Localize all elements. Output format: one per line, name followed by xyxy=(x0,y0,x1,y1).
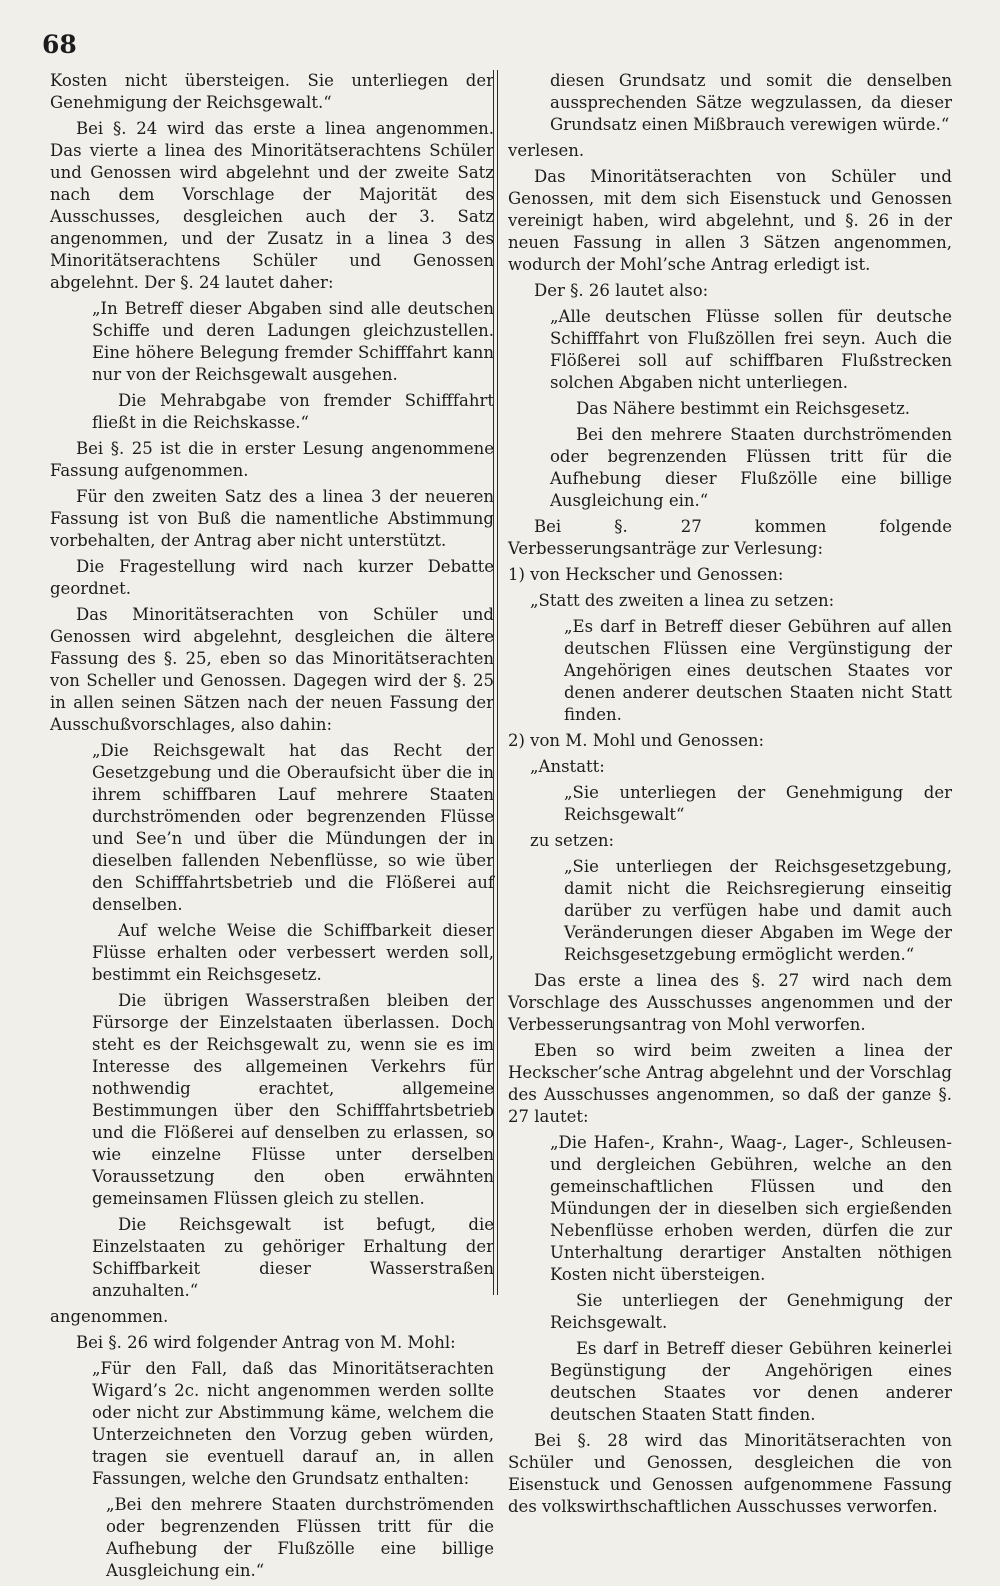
right-column xyxy=(508,70,952,1522)
right-column-paragraph: „Statt des zweiten a linea zu setzen: xyxy=(530,591,835,610)
left-column-paragraph: Für den zweiten Satz des a linea 3 der neueren Fassung ist von Buß die namentliche Abstimmung vorbehalten, der Antrag aber nicht unterstützt. xyxy=(50,487,494,550)
right-column-paragraph: Bei §. 28 wird das Minoritätserachten von Schüler und Genossen, desgleichen die von Eisenstuck und Genossen aufgenommene Fassung des volkswirthschaftlichen Ausschusses verworfen. xyxy=(508,1431,952,1516)
right-column-paragraph: Bei §. 27 kommen folgende Verbesserungsanträge zur Verlesung: xyxy=(508,517,952,558)
left-column-paragraph: „Bei den mehrere Staaten durchströmenden oder begrenzenden Flüssen tritt für die Aufhebung der Flußzölle eine billige Ausgleichung ein.“ xyxy=(106,1495,494,1580)
left-column-paragraph: Die Fragestellung wird nach kurzer Debatte geordnet. xyxy=(50,557,494,598)
right-column-paragraph: Das Minoritätserachten von Schüler und Genossen, mit dem sich Eisenstuck und Genossen vereinigt haben, wird abgelehnt, und §. 26 in der neuen Fassung in allen 3 Sätzen angenommen, wodurch der Mohl’sche Antrag erledigt ist. xyxy=(508,167,952,274)
right-column-paragraph: Das Nähere bestimmt ein Reichsgesetz. xyxy=(576,399,911,418)
left-column-paragraph: „In Betreff dieser Abgaben sind alle deutschen Schiffe und deren Ladungen gleichzustellen. Eine höhere Belegung fremder Schifffahrt kann nur von der Reichsgewalt ausgehen. xyxy=(92,299,494,384)
right-column-paragraph: „Es darf in Betreff dieser Gebühren auf allen deutschen Flüssen eine Vergünstigung der Angehörigen eines deutschen Staates vor denen anderer deutschen Staaten nicht Statt finden. xyxy=(564,617,952,724)
left-column-paragraph: Bei §. 26 wird folgender Antrag von M. Mohl: xyxy=(76,1333,456,1352)
right-column-paragraph: Der §. 26 lautet also: xyxy=(534,281,709,300)
right-column-paragraph: diesen Grundsatz und somit die denselben aussprechenden Sätze wegzulassen, da dieser Grundsatz einen Mißbrauch verewigen würde.“ xyxy=(550,71,952,134)
left-column-paragraph: „Die Reichsgewalt hat das Recht der Gesetzgebung und die Oberaufsicht über die in ihrem schiffbaren Lauf mehrere Staaten durchströmenden oder begrenzenden Flüsse und See’n und über die Mündungen der in dieselben fallenden Nebenflüsse, so wie über den Schifffahrtsbetrieb und die Flößerei auf denselben. xyxy=(92,741,494,914)
right-column-paragraph: zu setzen: xyxy=(530,831,615,850)
left-column-paragraph: angenommen. xyxy=(50,1307,169,1326)
right-column-paragraph: Es darf in Betreff dieser Gebühren keinerlei Begünstigung der Angehörigen eines deutschen Staates vor denen anderer deutschen Staaten Statt finden. xyxy=(550,1339,952,1424)
right-column-paragraph: „Alle deutschen Flüsse sollen für deutsche Schifffahrt von Flußzöllen frei seyn. Auch die Flößerei soll auf schiffbaren Flußstrecken solchen Abgaben nicht unterliegen. xyxy=(550,307,952,392)
left-column-paragraph: Das Minoritätserachten von Schüler und Genossen wird abgelehnt, desgleichen die ältere Fassung des §. 25, eben so das Minoritätserachten von Scheller und Genossen. Dagegen wird der §. 25 in allen seinen Sätzen nach der neuen Fassung der Ausschußvorschlages, also dahin: xyxy=(50,605,494,734)
left-column-paragraph: Bei §. 25 ist die in erster Lesung angenommene Fassung aufgenommen. xyxy=(50,439,494,480)
left-column-paragraph: Die Reichsgewalt ist befugt, die Einzelstaaten zu gehöriger Erhaltung der Schiffbarkeit dieser Wasserstraßen anzuhalten.“ xyxy=(92,1215,494,1300)
right-column-paragraph: „Die Hafen-, Krahn-, Waag-, Lager-, Schleusen- und dergleichen Gebühren, welche an den gemeinschaftlichen Flüssen und den Mündungen der in dieselben sich ergießenden Nebenflüsse erhoben werden, dürfen die zur Unterhaltung derartiger Anstalten nöthigen Kosten nicht übersteigen. xyxy=(550,1133,952,1284)
left-column-paragraph: Bei §. 24 wird das erste a linea angenommen. Das vierte a linea des Minoritätserachtens Schüler und Genossen wird abgelehnt und der zweite Satz nach dem Vorschlage der Majorität des Ausschusses, desgleichen auch der 3. Satz angenommen, und der Zusatz in a linea 3 des Minoritätserachtens Schüler und Genossen abgelehnt. Der §. 24 lautet daher: xyxy=(50,119,494,292)
right-column-paragraph: „Anstatt: xyxy=(530,757,605,776)
left-column xyxy=(50,70,494,1586)
left-column-paragraph: Die übrigen Wasserstraßen bleiben der Fürsorge der Einzelstaaten überlassen. Doch steht es der Reichsgewalt zu, wenn sie es im Interesse des allgemeinen Verkehrs für nothwendig erachtet, allgemeine Bestimmungen über den Schifffahrtsbetrieb und die Flößerei auf denselben zu erlassen, so wie einzelne Flüsse unter derselben Voraussetzung den oben erwähnten gemeinsamen Flüssen gleich zu stellen. xyxy=(92,991,494,1208)
right-column-paragraph: 1) von Heckscher und Genossen: xyxy=(508,565,784,584)
right-column-paragraph: 2) von M. Mohl und Genossen: xyxy=(508,731,765,750)
page-number: 68 xyxy=(42,30,77,59)
column-divider xyxy=(493,70,498,1295)
right-column-paragraph: Sie unterliegen der Genehmigung der Reichsgewalt. xyxy=(550,1291,952,1332)
left-column-paragraph: „Für den Fall, daß das Minoritätserachten Wigard’s 2c. nicht angenommen werden sollte oder nicht zur Abstimmung käme, welchem die Unterzeichneten den Vorzug geben würden, tragen sie eventuell darauf an, in allen Fassungen, welche den Grundsatz enthalten: xyxy=(92,1359,494,1488)
right-column-paragraph: verlesen. xyxy=(508,141,585,160)
right-column-paragraph: „Sie unterliegen der Genehmigung der Reichsgewalt“ xyxy=(564,783,952,824)
right-column-paragraph: Eben so wird beim zweiten a linea der Heckscher’sche Antrag abgelehnt und der Vorschlag des Ausschusses angenommen, so daß der ganze §. 27 lautet: xyxy=(508,1041,952,1126)
right-column-paragraph: „Sie unterliegen der Reichsgesetzgebung, damit nicht die Reichsregierung einseitig darüber zu verfügen habe und damit auch Veränderungen dieser Abgaben im Wege der Reichsgesetzgebung ermöglicht werden.“ xyxy=(564,857,952,964)
left-column-paragraph: Kosten nicht übersteigen. Sie unterliegen der Genehmigung der Reichsgewalt.“ xyxy=(50,71,494,112)
right-column-paragraph: Das erste a linea des §. 27 wird nach dem Vorschlage des Ausschusses angenommen und der Verbesserungsantrag von Mohl verworfen. xyxy=(508,971,952,1034)
left-column-paragraph: Die Mehrabgabe von fremder Schifffahrt fließt in die Reichskasse.“ xyxy=(92,391,494,432)
right-column-paragraph: Bei den mehrere Staaten durchströmenden oder begrenzenden Flüssen tritt für die Aufhebung dieser Flußzölle eine billige Ausgleichung ein.“ xyxy=(550,425,952,510)
left-column-paragraph: Auf welche Weise die Schiffbarkeit dieser Flüsse erhalten oder verbessert werden soll, bestimmt ein Reichsgesetz. xyxy=(92,921,494,984)
